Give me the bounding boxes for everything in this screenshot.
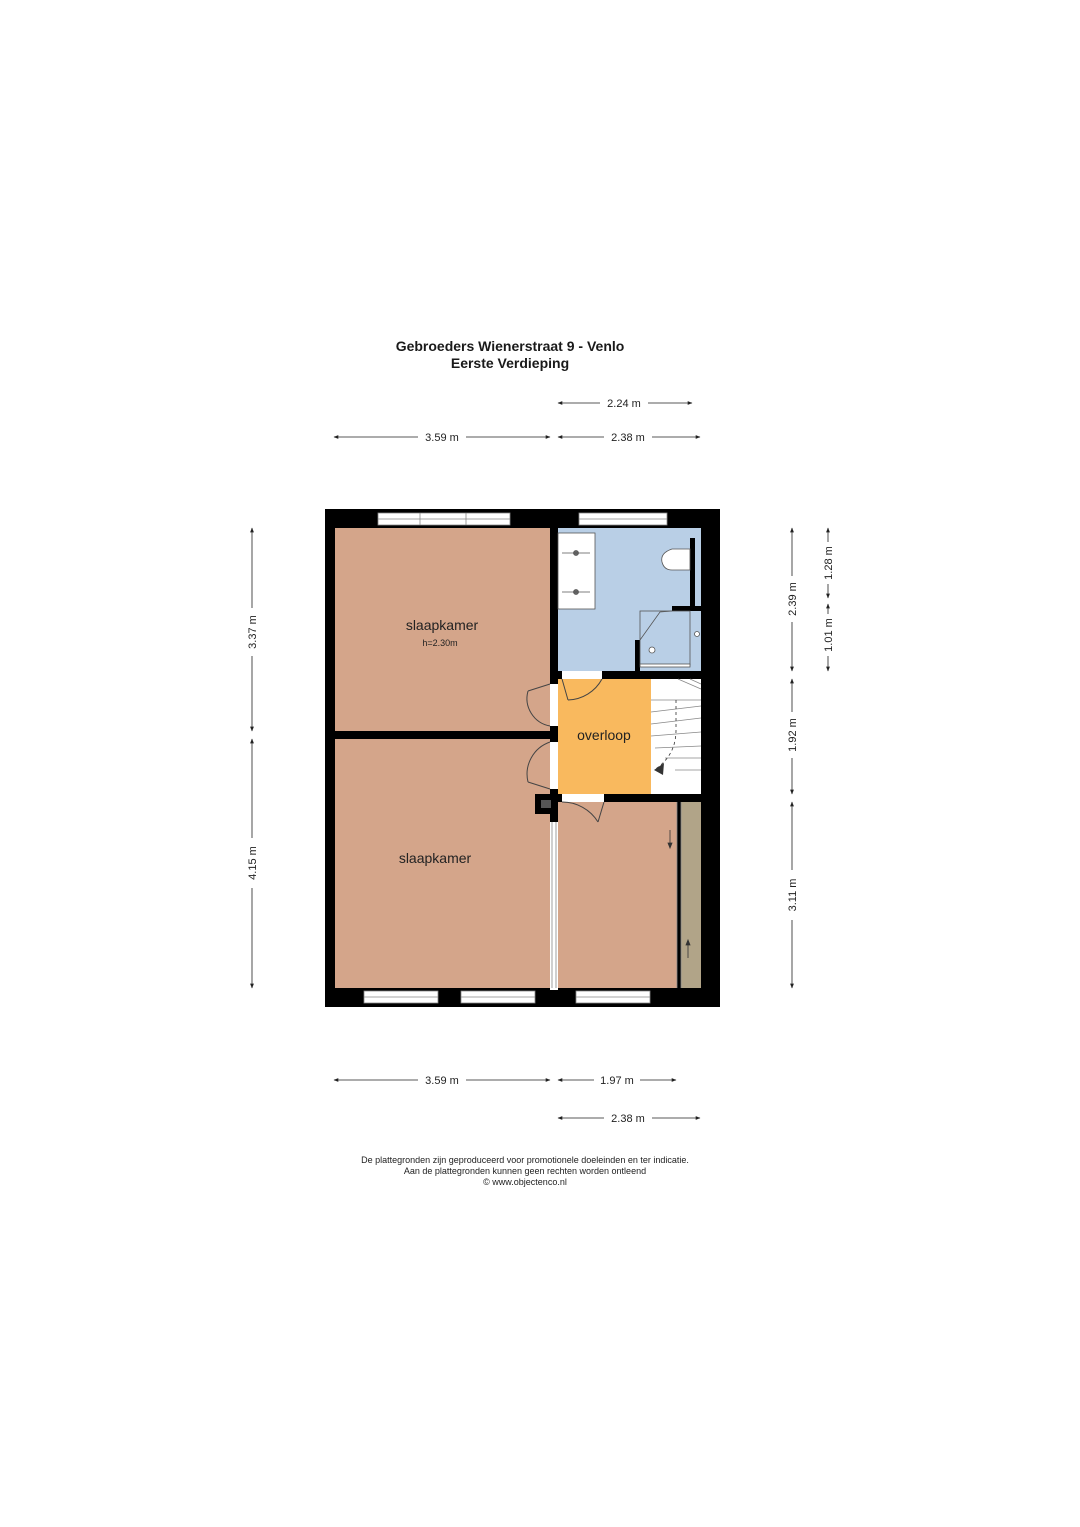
room-label-bedroom-bottom: slaapkamer	[398, 850, 472, 866]
room-label-bedroom-top: slaapkamer	[405, 617, 479, 633]
disclaimer-line-2: Aan de plattegronden kunnen geen rechten worden ontleend	[403, 1166, 647, 1176]
dimension-label-bottom-mid: 1.97 m	[600, 1075, 634, 1087]
dimension-label-bottom-lower: 2.38 m	[611, 1113, 645, 1125]
plan-subtitle: Eerste Verdieping	[450, 355, 570, 371]
plan-title: Gebroeders Wienerstraat 9 - Venlo	[395, 338, 625, 354]
disclaimer-line-1: De plattegronden zijn geproduceerd voor promotionele doeleinden en ter indicatie.	[361, 1155, 689, 1165]
chimney-inner	[541, 800, 551, 808]
dimension-label-top-right: 2.38 m	[611, 432, 645, 444]
room-small-bedroom	[558, 802, 677, 988]
shower-tray	[640, 611, 690, 665]
wall-partition	[690, 538, 695, 606]
wall-partition	[635, 640, 640, 671]
dimension-label-bottom-left: 3.59 m	[425, 1075, 459, 1087]
room-height-label: h=2.30m	[422, 638, 458, 648]
dimension-label-right-far-lower: 1.01 m	[823, 618, 835, 652]
toilet-icon	[662, 549, 690, 570]
dimension-label-left-lower: 4.15 m	[247, 846, 259, 880]
dimension-label-right-a: 2.39 m	[787, 582, 799, 616]
dimension-label-right-c: 3.11 m	[787, 878, 799, 912]
wall-partition	[672, 606, 701, 611]
dimension-label-top-left: 3.59 m	[425, 432, 459, 444]
dimension-label-left-upper: 3.37 m	[247, 615, 259, 649]
room-label-landing: overloop	[577, 727, 631, 743]
dimension-label-right-b: 1.92 m	[787, 718, 799, 752]
room-closet	[681, 802, 701, 988]
dimension-label-top-upper: 2.24 m	[607, 398, 641, 410]
washbasin-unit	[558, 533, 595, 609]
dimension-label-right-far-upper: 1.28 m	[823, 546, 835, 580]
disclaimer-line-3: © www.objectenco.nl	[483, 1177, 567, 1187]
